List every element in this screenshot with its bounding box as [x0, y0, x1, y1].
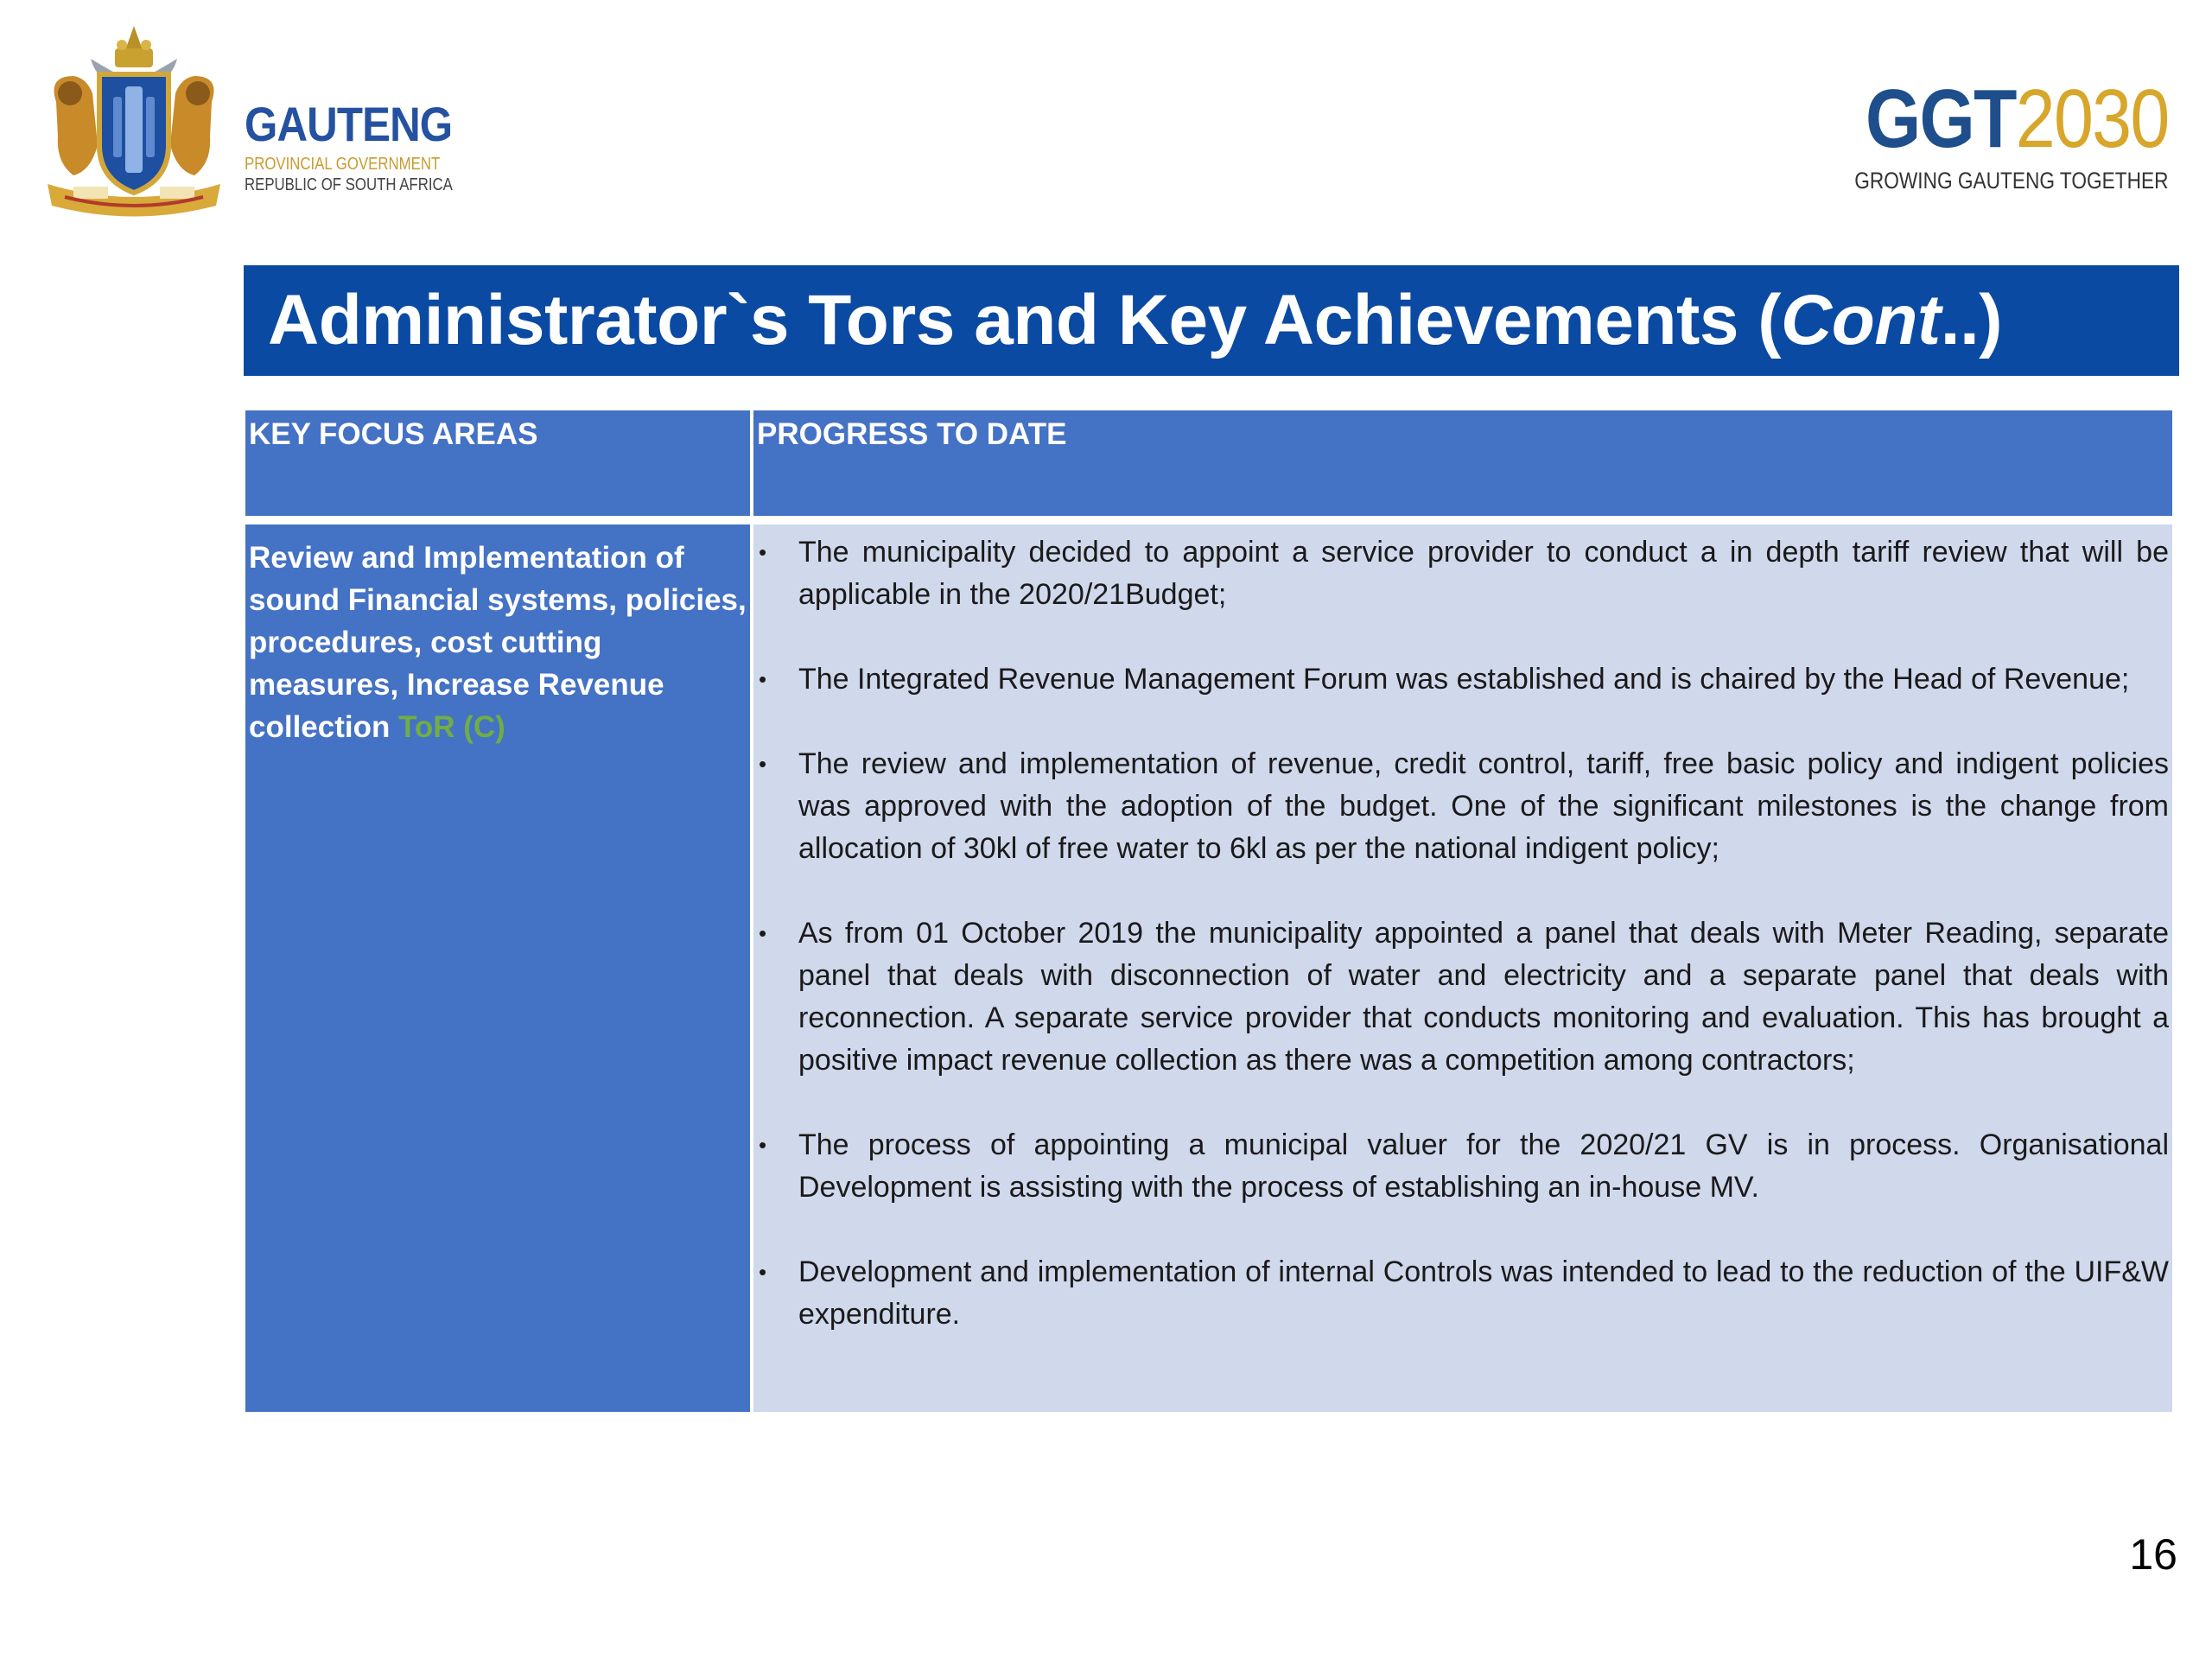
- page-number: 16: [2129, 1530, 2177, 1579]
- header-key-focus-areas: KEY FOCUS AREAS: [245, 410, 750, 516]
- bullet-icon: •: [759, 920, 767, 946]
- tor-tag: ToR (C): [398, 710, 505, 744]
- progress-text: The review and implementation of revenue, credit control, tariff, free basic policy and indigent policies was approved with the adoption of the budget. One of the significant milestones is the change from allocation of 30kl of free water to 6kl as per the national indigent policy;: [798, 747, 2169, 865]
- ggt-text: GGT: [1866, 73, 2017, 165]
- list-item: [757, 1251, 2169, 1336]
- gauteng-name: GAUTENG: [245, 97, 453, 151]
- slide-header: [0, 0, 2212, 242]
- progress-text: The process of appointing a municipal valuer for the 2020/21 GV is in process. Organisational Development is assisting with the process of establishing an in-house MV.: [798, 1128, 2169, 1204]
- ggt2030-brand: [1847, 73, 2169, 165]
- table-row: [245, 524, 2172, 1412]
- ggt2030-tagline: GROWING GAUTENG TOGETHER: [1854, 168, 2169, 194]
- focus-area-description: Review and Implementation of sound Financial systems, policies, procedures, cost cutting measures, Increase Revenue collection: [249, 541, 747, 744]
- progress-list: [757, 531, 2169, 1336]
- title-main: Administrator`s Tors and Key Achievements (: [268, 281, 1782, 359]
- focus-area-text: [249, 537, 747, 748]
- gauteng-subtitle-country: REPUBLIC OF SOUTH AFRICA: [245, 175, 453, 194]
- list-item: [757, 658, 2169, 701]
- ggt2030-logo: [1795, 73, 2169, 194]
- bullet-icon: •: [759, 751, 767, 777]
- bullet-icon: •: [759, 539, 767, 565]
- list-item: [757, 743, 2169, 870]
- list-item: [757, 912, 2169, 1082]
- progress-text: The municipality decided to appoint a service provider to conduct a in depth tariff review that will be applicable in the 2020/21Budget;: [798, 536, 2169, 611]
- focus-area-cell: [245, 524, 750, 1412]
- bullet-icon: •: [759, 1259, 767, 1285]
- title-end: ..): [1940, 281, 2003, 359]
- gauteng-subtitle-government: PROVINCIAL GOVERNMENT: [245, 155, 441, 174]
- progress-text: The Integrated Revenue Management Forum was established and is chaired by the Head of Revenue;: [798, 663, 2130, 696]
- gauteng-wordmark: [245, 97, 504, 195]
- bullet-icon: •: [759, 666, 767, 692]
- list-item: [757, 1124, 2169, 1209]
- list-item: [757, 531, 2169, 616]
- gauteng-logo: [39, 24, 454, 223]
- achievements-table: [245, 410, 2172, 1412]
- title-bar: [244, 265, 2179, 376]
- progress-text: As from 01 October 2019 the municipality appointed a panel that deals with Meter Reading, separate panel that deals with disconnection of water and electricity and a separate panel that deals with reconnection. A separate service provider that conducts monitoring and evaluation. This has brought a positive impact revenue collection as there was a competition among contractors;: [798, 917, 2169, 1077]
- table-header-row: [245, 410, 2172, 516]
- bullet-icon: •: [759, 1132, 767, 1158]
- coat-of-arms-icon: [39, 24, 229, 223]
- header-progress-to-date: PROGRESS TO DATE: [753, 410, 2172, 516]
- slide-title: [268, 280, 2002, 361]
- title-italic: Cont: [1781, 281, 1941, 359]
- progress-cell: [753, 524, 2172, 1412]
- ggt-year: 2030: [2016, 73, 2169, 165]
- progress-text: Development and implementation of internal Controls was intended to lead to the reduction of the UIF&W expenditure.: [798, 1255, 2169, 1331]
